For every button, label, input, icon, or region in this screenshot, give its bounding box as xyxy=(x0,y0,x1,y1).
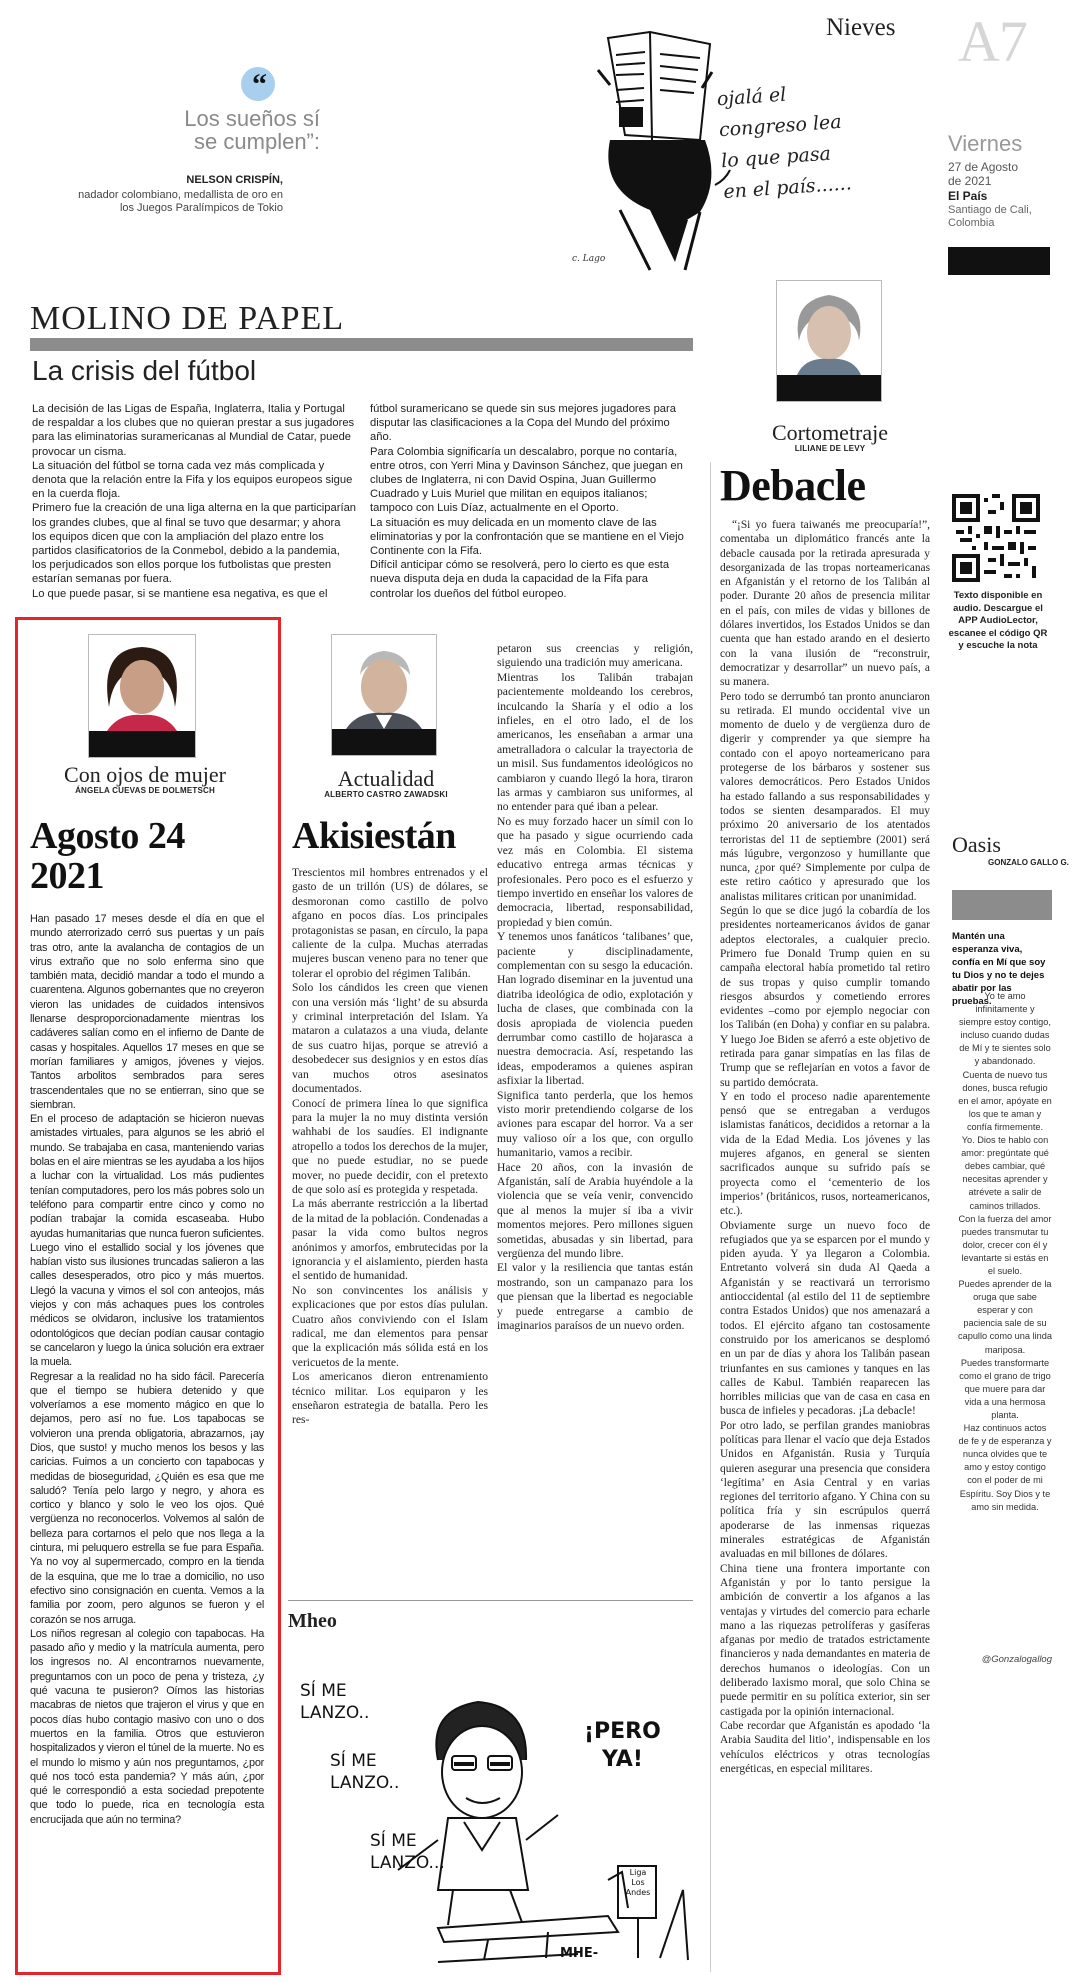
mheo-bubble-2: SÍ ME LANZO.. xyxy=(330,1751,400,1793)
mheo-sign-text: Liga Los Andes xyxy=(625,1868,651,1897)
cartoon-signature: c. Lago xyxy=(572,254,606,264)
editorial-col1: La decisión de las Ligas de España, Inglaterra, Italia y Portugal de respaldar a los clubes que no quieran prestar a sus jugadores para las eliminatorias suramericanas al Mundial de Catar, puede provocar un cisma. La situación del fútbol se torna cada vez más complicada y denota que la relación entre la Fifa y los equipos europeos sigue en la cuerda floja. Primero fue la creación de una liga alterna en la que participarían los grandes clubes, que al final se tuvo que desarmar; y ahora los equipos dicen que con la ampliación del plazo entre los partidos clasificatorios de la Conmebol, debido a la pandemia, los perjudicados son ellos porque los futbolistas que presten estarían semanas por fuera. Lo que puede pasar, si se mantiene esa negativa, es que el xyxy=(32,403,357,600)
mheo-bubble-3: SÍ ME LANZO... xyxy=(370,1831,445,1873)
masthead-black-bar xyxy=(948,247,1050,275)
oasis-section: Oasis xyxy=(952,832,1001,857)
caption-line: congreso lea xyxy=(718,110,843,142)
date-full: 27 de Agosto de 2021 xyxy=(948,160,1019,188)
angela-photo xyxy=(88,634,196,758)
actualidad-author: ALBERTO CASTRO ZAWADSKI xyxy=(324,790,448,799)
molino-header: MOLINO DE PAPEL xyxy=(30,300,345,337)
paper-name: El País xyxy=(948,189,988,203)
cartoon-caption xyxy=(716,72,904,208)
mheo-signature: MHE- xyxy=(560,1946,599,1961)
molino-rule xyxy=(30,338,693,351)
mheo-top-rule xyxy=(288,1600,693,1601)
svg-text:“: “ xyxy=(252,68,267,101)
mheo-label: Mheo xyxy=(288,1610,337,1632)
caption-line: lo que pasa xyxy=(720,142,832,173)
quote-mark-icon xyxy=(241,67,275,101)
quote-text: Los sueños sí se cumplen”: xyxy=(184,106,320,154)
actualidad-section: Actualidad xyxy=(337,766,435,791)
oasis-rule xyxy=(952,890,1052,920)
caption-line: en el país...... xyxy=(722,172,853,204)
ojos-section: Con ojos de mujer xyxy=(64,762,226,787)
mheo-bubble-1: SÍ ME LANZO.. xyxy=(300,1681,370,1723)
column-rule xyxy=(710,462,711,1972)
oasis-body: Yo te amo infinitamente y siempre estoy contigo, incluso cuando dudas de Mí y te sientes solo y abandonado. Cuenta de nuevo tus dones, busca refugio en el amor, apóyate en los que te aman y confía firmemente. Yo. Dios te hablo con amor: pregúntate qué debes cambiar, qué necesitas aprender y atrévete a salir de caminos trillados. Con la fuerza del amor puedes transmutar tu dolor, crecer con él y levantarte si estás en el suelo. Puedes aprender de la oruga que sabe esperar y con paciencia sale de su capullo como una linda mariposa. Puedes transformarte como el grano de trigo que muere para dar vida a una hermosa planta. Haz continuos actos de fe y de esperanza y nunca olvides que te amo y estoy contigo con el poder de mi Espíritu. Soy Dios y te amo sin medida. xyxy=(958,991,1052,1512)
quote-name: NELSON CRISPÍN, xyxy=(186,174,283,186)
section-label: Nieves xyxy=(826,14,896,41)
ojos-body: Han pasado 17 meses desde el día en que el mundo aterrorizado cerró sus puertas y un país tras otro, ante la avalancha de contagios de un virus extraño que no solo enferma sino que también mata, decidió mandar a todo el mundo a cuarentena. Algunos gobernantes que no creyeron vieron las unidades de cuidados intensivos llenarse desproporcionadamente mientras los cadáveres salían como en el infierno de Dante de casas y hospitales. Aquellos 17 meses en que se morían familiares y amigos, jóvenes y viejos. Tantos arbolitos sembrados para seres trascendentales que no se entierran, sino que se siembran. En el proceso de adaptación se hicieron nuevas amistades virtuales, para algunos se les abrió el mundo. Se trabajaba en casa, manteniendo varias bolas en el aire mientras se les ayudaba a los hijos a luchar con la virtualidad. Los más pudientes tenían computadores, pero los más pobres solo un teléfono para compartir entre cinco y como no podían trabajar la comida escaseaba. Hubo ayudas humanitarias que nunca fueron suficientes. Luego vino el estallido social y los jóvenes que habían visto sus ilusiones truncadas salieron a las calles desesperados, otro pico y más muertos. Llegó la vacuna y vimos el sol con anteojos, más viejos y con más achaques pues los controles médicos se olvidaron, inclusive los tratamientos odontológicos que decían podían causar contagio se cancelaron y luego la única solución era extraer la muela. Regresar a la realidad no ha sido fácil. Parecería que el tiempo se hubiera detenido y que volveríamos a ese momento mágico en que lo dejamos, pero así no fue. Los tapabocas se volvieron una prenda obligatoria, abrazarnos, ¡ay Dios, que susto! y mucho menos los besos y las caricias. Fuimos a un concierto con tapabocas y medidas de bioseguridad, ¿Quién es esa que me saludó? Tenía pelo largo y negro, y ahora es cortico y blanco y solo le veo los ojos. Qué vergüenza no reconocerlos. Volvemos al salón de belleza para cortarnos el pelo que nos llega a la cintura, mi peluquero estrella se fue para España. Ya no voy al supermercado, compro en la tienda de la esquina, que me lo trae a domicilio, no uso efectivo sino consignación en cuenta. Vemos a la familia por zoom, pero algunos se fueron y el corazón se nos arruga. Los niños regresan al colegio con tapabocas. Ha pasado año y medio y la matrícula aumenta, pero los ingresos no. Al encontrarnos nuevamente, preguntamos con un poco de pena y tristeza, ¿y qué vacuna te pusieron? Oímos las historias macabras de nietos que trajeron el virus y que en pocos días hubo contagio masivo con uno o dos muertos en la familia. Otros que estuvieron hospitalizados y vieron el túnel de la muerte. No es el mundo lo mismo y aún nos preguntamos, ¿por qué nos tocó esta pandemia? Y más aún, ¿por qué le correspondió a esta sociedad prepotente que todo lo puede, rica en tecnología esta encrucijada que aún no termina? xyxy=(30,913,264,1826)
page-number: A7 xyxy=(958,9,1027,74)
editorial-title: La crisis del fútbol xyxy=(32,355,257,386)
date-day: Viernes xyxy=(948,131,1023,156)
quote-bio: nadador colombiano, medallista de oro en los Juegos Paralímpicos de Tokio xyxy=(78,189,283,214)
actualidad-col1: Trescientos mil hombres entrenados y el gasto de un trillón (US) de dólares, se desmoronan como castillo de polvo afgano en pocos días. Los principales protagonistas se pasan, en círculo, la papa caliente de la culpa. Muchas aterradas mujeres buscan veneno para no tener que tolerar el oprobio del régimen Talibán. Solo los cándidos les creen que vienen con una versión más ‘light’ de su absurda y criminal interpretación del Islam. Ya mataron a culatazos a una viuda, delante de sus cuatro hijas, porque se atrevió a desobedecer sus designios y en estos días van muchos otros asesinatos documentados. Conocí de primera línea lo que significa para la mujer la no muy distinta versión wahhabi de los saudíes. El indignante atropello a todos los derechos de la mujer, que no puede estudiar, no se puede mover, no puede decidir, con el pretexto de que solo así es protegida y respetada. La más aberrante restricción a la libertad de la mitad de la población. Condenadas a pasar la vida como bultos negros anónimos y amorfos, embrutecidas por la ignorancia y el aislamiento, pierden hasta el sentido de humanidad. No son convincentes los análisis y explicaciones que por estos días pululan. Cuatro años conviviendo con el Islam radical, me dan elementos para pensar que la explicación más sólida está en los vericuetos de la mente. Los americanos dieron entrenamiento técnico militar. Los equiparon y les enseñaron estrategia de batalla. Pero les res- xyxy=(292,866,488,1427)
editorial-col2: fútbol suramericano se quede sin sus mejores jugadores para disputar las clasificaciones a la Copa del Mundo del próximo año. Para Colombia significaría un descalabro, porque no contaría, entre otros, con Yerri Mina y Davinson Sánchez, que juegan en clubes de Inglaterra, ni con David Ospina, Juan Guillermo Cuadrado y Luis Muriel que militan en equipos italianos; tampoco con Luis Díaz, actualmente en el Oporto. La situación es muy delicada en un momento clave de las eliminatorias y por la confrontación que se mantiene en el Viejo Continente con la Fifa. Difícil anticipar cómo se resolverá, pero lo cierto es que esta nueva disputa deja en duda la capacidad de la Fifa para controlar los dueños del fútbol europeo. xyxy=(370,403,684,600)
ojos-headline: Agosto 24 2021 xyxy=(30,815,185,897)
mheo-shout: ¡PERO YA! xyxy=(584,1719,661,1772)
actualidad-headline: Akisiestán xyxy=(292,815,456,857)
actualidad-col2: petaron sus creencias y religión, siguiendo una tradición muy americana. Mientras los Talibán trabajan pacientemente moldeando los cerebros, inculcando la Sharía y el odio a los infieles, en el otro lado, el de los americanos, les enseñaban a armar una ametralladora o calcular la trayectoria de un misil. Sus fundamentos ideológicos no cambiaron y cuando llegó la hora, tiraron las armas y cambiaron sus uniformes, al no entender para qué iban a pelear. No es muy forzado hacer un símil con lo que ha pasado y sigue ocurriendo cada vez más en Colombia. El sistema educativo entrega armas técnicas y profesionales. Pero poco es el esfuerzo y tiempo invertido en enseñar los valores de democracia, libertad, responsabilidad, propiedad y bien común. Y tenemos unos fanáticos ‘talibanes’ que, paciente y disciplinadamente, complementan con su sesgo la educación. Han logrado diseminar en la juventud una diatriba ideológica de odio, explotación y lucha de clases, que combinada con la dosis apropiada de violencia pueden derrumbar como castillo de hojarasca a nuestra democracia. Así, respetando las ideas, empoderamos a quienes aspiran asfixiar la libertad. Significa tanto perderla, que los hemos visto morir pretendiendo colgarse de los aviones para escapar del horror. Va a ser muy valioso oír a los que, con orgullo humanitario, vamos a recibir. Hace 20 años, con la invasión de Afganistán, salí de Arabia huyéndole a la violencia que se veía venir, convencido que al menos la mujer sí iba a vivir momentos mejores. Pero millones siguen sometidas, abusadas y sin libertad, para vergüenza del mundo libre. El valor y la resiliencia que tantas están mostrando, son un campanazo para los que piensan que la libertad es negociable y puede entregarse a cambio de imaginarios paraísos de un nuevo orden. xyxy=(497,642,693,1333)
qr-code[interactable] xyxy=(952,494,1040,582)
ojos-author: ÁNGELA CUEVAS DE DOLMETSCH xyxy=(75,786,215,795)
audio-note: Texto disponible en audio. Descargue el APP AudioLector, escanee el código QR y escuche la nota xyxy=(948,590,1048,651)
cortometraje-author: LILIANE DE LEVY xyxy=(794,444,866,453)
oasis-lead: Mantén una esperanza viva, confía en Mí que soy tu Dios y no te dejes abatir por las pruebas. xyxy=(952,931,1046,1007)
caption-line: ojalá el xyxy=(716,83,787,111)
oasis-handle[interactable]: @Gonzalogallog xyxy=(981,1654,1052,1665)
alberto-photo xyxy=(331,634,437,756)
liliane-photo xyxy=(776,280,882,402)
city: Santiago de Cali, Colombia xyxy=(948,204,1032,229)
oasis-author: GONZALO GALLO G. xyxy=(988,858,1069,867)
cortometraje-body: “¡Si yo fuera taiwanés me preocuparía!”, comentaba un diplomático francés ante la debacle causada por la retirada apresurada y desorganizada de las tropas norteamericanas en Afganistán y el retorno de los Talibán al poder. Durante 20 años de presencia militar en el país, con miles de vidas y billones de dólares invertidos, los Estados Unidos se dan cuenta que han estado arando en el desierto con la vana ilusión de “reconstruir, democratizar y desarrollar” un nuevo país, a su manera. Pero todo se derrumbó tan pronto anunciaron su retirada. El mundo occidental vive un momento de duelo y de vergüenza duro de digerir y comprender ya que siempre ha contado con el apoyo norteamericano para protegerse de los bárbaros y sostener sus valores democráticos. Pero Estados Unidos ha estado fallando a sus responsabilidades y todos se sienten desamparados. El muy próximo 20 aniversario de los atentados terroristas del 11 de septiembre (2001) será más lúgubre, vergonzoso y humillante que nunca, ¿por qué? Simplemente por culpa de este retiro caótico y apresurado que los analistas militares critican por unanimidad. Según lo que se dice jugó la cobardía de los presidentes norteamericanos ávidos de ganar adeptos electorales, a cualquier precio. Primero fue Donald Trump quien en su campaña electoral había prometido tal retiro de sus tropas y quiso cumplir tomando riesgos absurdos y cometiendo errores evidentes –como por ejemplo negociar con los Talibán (en Doha) y confiar en su palabra. Y luego Joe Biden se aferró a este objetivo de retirada para ganar simpatías en las filas de Trump que se reflejarían en votos a favor de su partido demócrata. Y en todo el proceso nadie aparentemente pensó que se entregaban a verdugos islamistas fanáticos, decididos a retornar a la vida de la Edad Media. Los jóvenes y las mujeres afganos, en general se sienten sacrificados aunque su sufrido país se proyecta como el ‘cementerio de los imperios’ (británicos, rusos, norteamericanos, etc.). Obviamente surge un nuevo foco de refugiados que ya se esparcen por el mundo y piden ayuda. Y ya llegaron a Colombia. Entretanto volverá sin duda Al Qaeda a Afganistán y se reactivará un terrorismo antioccidental (al estilo del 11 de septiembre contra Estados Unidos) que nos amenazará a todos. El ejército afgano tan costosamente construido por los americanos se desplomó en un par de días y ahora los Talibán pasean triunfantes en sus camiones y tanques en las calles de Kabul. También reaparecen las horribles milicias que van de casa en casa en busca de infieles y pecadoras. ¡La debacle! Por otro lado, se perfilan grandes maniobras políticas para llenar el vacío que deja Estados Unidos en Afganistán. Rusia y Turquía quieren asegurar una presencia que considera ‘legítima’ en Asia Central y en varias regiones del territorio afgano. Y China con su política fría y sin escrúpulos querrá apoderarse de las inmensas riquezas minerales estratégicas de Afganistán avaluadas en mil billones de dólares. China tiene una frontera importante con Afganistán y por lo tanto persigue la ambición de convertir a los afganos a las ventajas y virtudes del comercio para echarle mano a las riquezas petrolíferas y gasíferas afganas por medio de tratados estrictamente financieros y nada demandantes en materia de derechos humanos o ideologías. Con un deliberado laxismo moral, que solo China se puede permitir en su política exterior, sin ser castigada por la opinión internacional. Cabe recordar que Afganistán es apodado ‘la Arabia Saudita del litio’, indispensable en los vehículos eléctricos y otras tecnologías energéticas, en especial militares. xyxy=(720,519,930,1775)
cortometraje-section: Cortometraje xyxy=(771,420,889,445)
cortometraje-headline: Debacle xyxy=(720,461,866,510)
